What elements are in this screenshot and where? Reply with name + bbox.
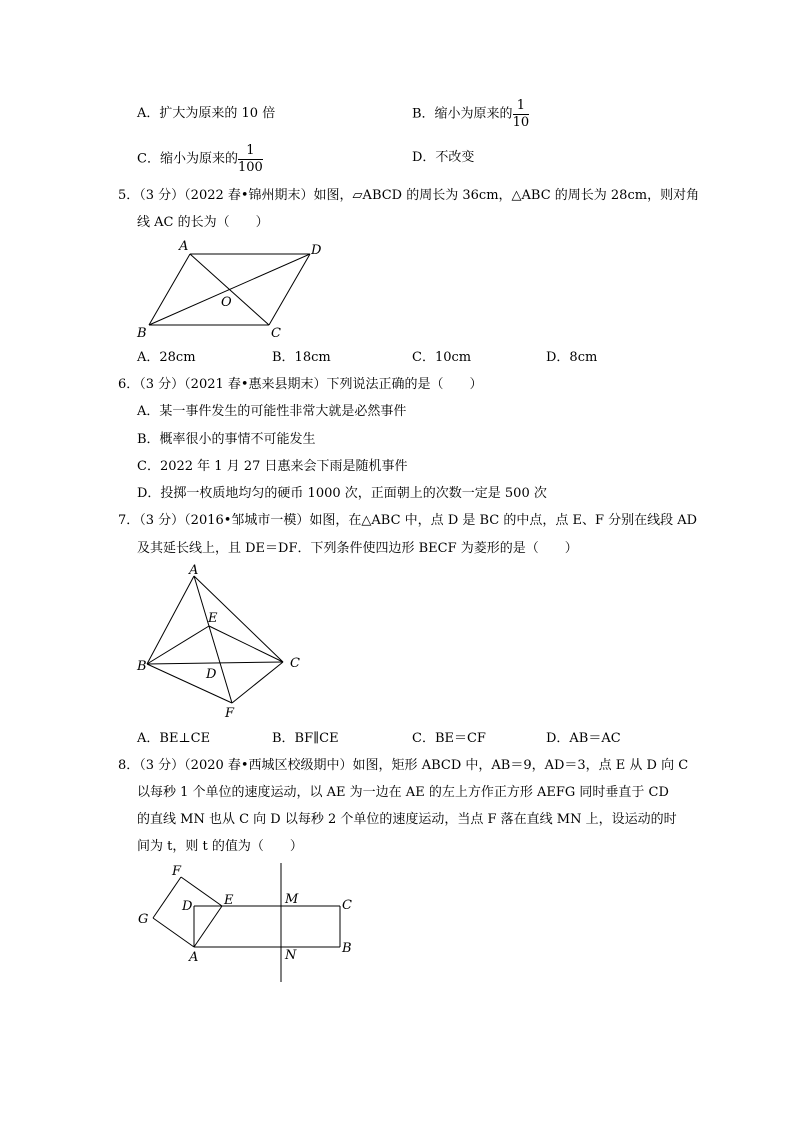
label-n: N xyxy=(285,948,297,963)
label-a: A xyxy=(189,563,199,578)
segment-bf xyxy=(147,664,232,703)
q6-option-c: C．2022 年 1 月 27 日惠来会下雨是随机事件 xyxy=(137,459,408,474)
q6-option-b: B．概率很小的事情不可能发生 xyxy=(137,432,316,447)
q7-stem-line1: 7．（3 分）（2016•邹城市一模）如图，在△ABC 中，点 D 是 BC 的中点，点 E、F 分别在线段 AD xyxy=(118,513,698,528)
label-c: C xyxy=(271,326,281,341)
label-o: O xyxy=(221,295,232,310)
q8-rectangle-figure xyxy=(135,860,365,990)
q4-option-c-text: C．缩小为原来的 xyxy=(137,151,238,167)
q8-stem-line2: 以每秒 1 个单位的速度运动，以 AE 为一边在 AE 的左上方作正方形 AEFG 同时垂直于 CD xyxy=(137,785,669,800)
q8-stem-line1: 8．（3 分）（2020 春•西城区校级期中）如图，矩形 ABCD 中，AB＝9，AD＝3，点 E 从 D 向 C xyxy=(118,758,689,773)
q7-triangle-figure xyxy=(135,562,315,722)
label-a: A xyxy=(179,239,189,254)
segment-dc xyxy=(269,254,310,325)
q4-option-c xyxy=(137,144,263,174)
q8-stem-line4: 间为 t，则 t 的值为（ ） xyxy=(137,839,303,854)
q7-option-b: B．BF∥CE xyxy=(272,731,339,746)
segment-fc xyxy=(232,662,283,703)
fraction-numerator: 1 xyxy=(238,144,263,160)
q6-stem: 6．（3 分）（2021 春•惠来县期末）下列说法正确的是（ ） xyxy=(118,377,483,392)
q7-stem-line2: 及其延长线上，且 DE＝DF．下列条件使四边形 BECF 为菱形的是（ ） xyxy=(137,541,578,556)
label-e: E xyxy=(224,893,234,908)
label-c: C xyxy=(342,898,352,913)
q5-option-c: C．10cm xyxy=(412,350,472,365)
segment-ga xyxy=(153,918,194,947)
label-d: D xyxy=(206,667,217,682)
label-b: B xyxy=(342,941,352,956)
q4-option-b-fraction xyxy=(513,99,530,129)
q5-option-a: A．28cm xyxy=(137,350,196,365)
fraction-denominator: 10 xyxy=(512,114,530,130)
diagonal-bd xyxy=(149,254,310,325)
q4-option-b-text: B．缩小为原来的 xyxy=(412,106,513,122)
label-b: B xyxy=(137,659,147,674)
q5-stem-line1: 5．（3 分）（2022 春•锦州期末）如图，▱ABCD 的周长为 36cm，△ABC 的周长为 28cm，则对角 xyxy=(118,188,700,203)
q6-option-d: D．投掷一枚质地均匀的硬币 1000 次，正面朝上的次数一定是 500 次 xyxy=(137,486,547,501)
label-c: C xyxy=(290,656,300,671)
label-d: D xyxy=(311,243,322,258)
q5-option-d: D．8cm xyxy=(546,350,598,365)
label-d: D xyxy=(182,899,193,914)
q4-option-b xyxy=(412,99,529,129)
q4-option-a: A．扩大为原来的 10 倍 xyxy=(137,106,276,121)
q7-option-d: D．AB＝AC xyxy=(546,731,621,746)
label-b: B xyxy=(137,326,147,341)
segment-bc xyxy=(147,662,283,664)
label-a: A xyxy=(189,950,199,965)
q4-option-c-fraction xyxy=(238,144,263,174)
q8-stem-line3: 的直线 MN 也从 C 向 D 以每秒 2 个单位的速度运动，当点 F 落在直线 MN 上，设运动的时 xyxy=(137,812,677,827)
q5-parallelogram-figure xyxy=(135,238,335,341)
q6-option-a: A．某一事件发生的可能性非常大就是必然事件 xyxy=(137,404,407,419)
q5-option-b: B．18cm xyxy=(272,350,331,365)
label-f: F xyxy=(225,706,235,721)
q4-option-d: D．不改变 xyxy=(412,150,475,165)
q7-option-c: C．BE＝CF xyxy=(412,731,486,746)
label-f: F xyxy=(172,864,182,879)
segment-be xyxy=(147,626,209,664)
fraction-numerator: 1 xyxy=(513,99,530,115)
segment-ab xyxy=(147,576,194,664)
segment-ba xyxy=(149,254,190,325)
fraction-denominator: 100 xyxy=(237,159,263,175)
segment-ec xyxy=(209,626,283,662)
label-m: M xyxy=(285,892,299,907)
label-g: G xyxy=(138,912,149,927)
q5-stem-line2: 线 AC 的长为（ ） xyxy=(137,215,269,230)
label-e: E xyxy=(208,611,218,626)
q7-option-a: A．BE⊥CE xyxy=(137,731,211,746)
segment-fg xyxy=(153,877,181,918)
segment-ae xyxy=(194,906,222,947)
